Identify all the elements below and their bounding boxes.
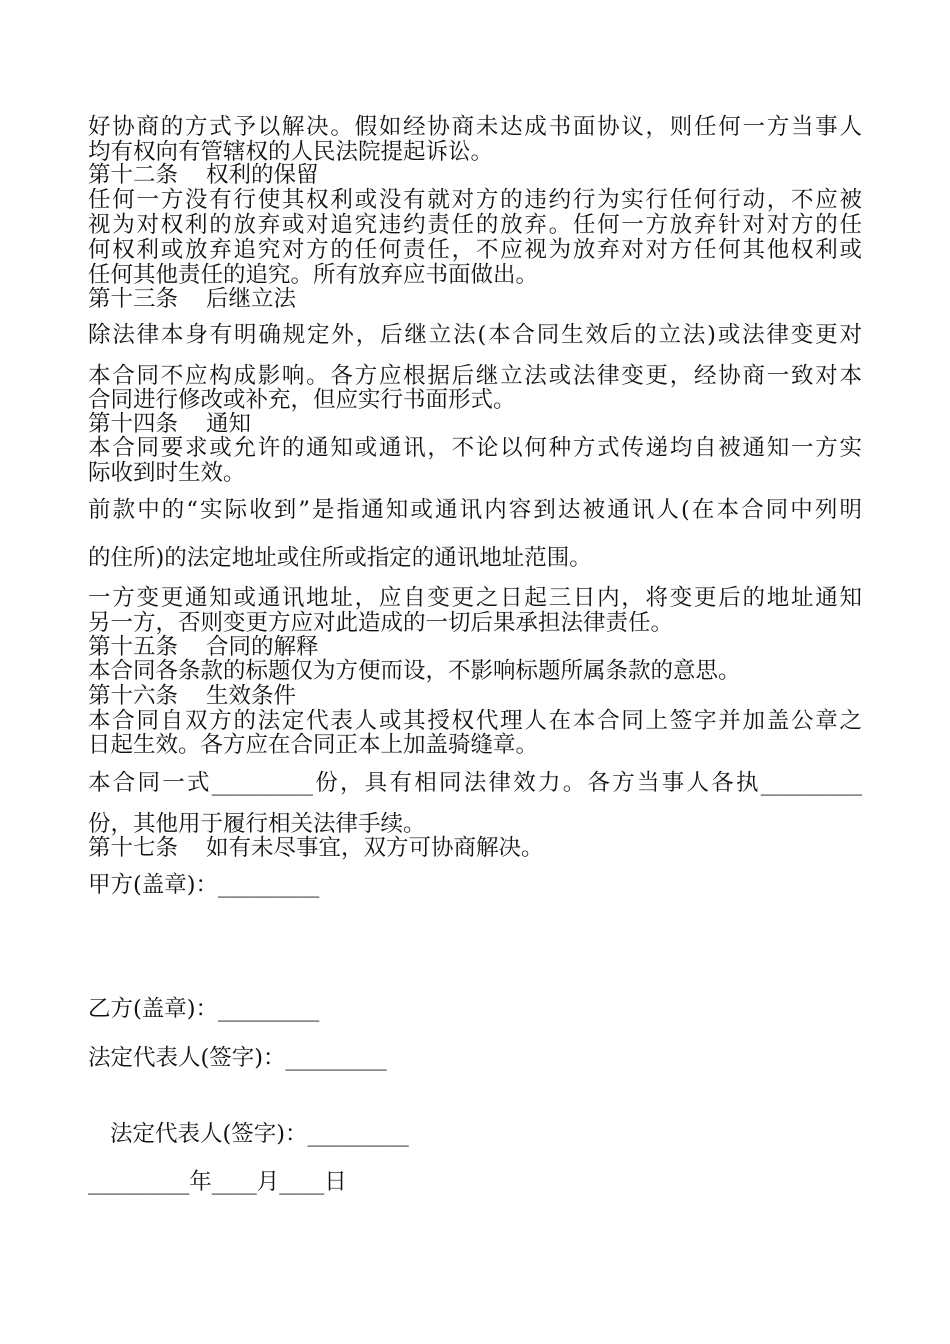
article-title: 后继立法 — [206, 286, 297, 312]
article-heading-17 — [88, 835, 544, 861]
paragraph-line: 除法律本身有明确规定外，后继立法(本合同生效后的立法)或法律变更对 — [88, 322, 862, 348]
article-number: 第十七条 — [88, 835, 179, 861]
article-number: 第十六条 — [88, 683, 179, 709]
article-number: 第十三条 — [88, 286, 179, 312]
paragraph-line: 好协商的方式予以解决。假如经协商未达成书面协议，则任何一方当事人 — [88, 114, 862, 140]
article-heading-13 — [88, 286, 296, 312]
article-number: 第十二条 — [88, 162, 179, 188]
legal-representative-signature: 法定代表人(签字)：_________ — [88, 1045, 387, 1071]
legal-representative-signature: 法定代表人(签字)：_________ — [110, 1121, 409, 1147]
paragraph-line: 视为对权利的放弃或对追究违约责任的放弃。任何一方放弃针对对方的任 — [88, 212, 862, 238]
article-heading-15 — [88, 634, 319, 660]
paragraph-line: 一方变更通知或通讯地址，应自变更之日起三日内，将变更后的地址通知 — [88, 585, 862, 611]
paragraph-line: 本合同一式_________份，具有相同法律效力。各方当事人各执_________ — [88, 770, 862, 796]
paragraph-line: 均有权向有管辖权的人民法院提起诉讼。 — [88, 139, 494, 165]
article-number: 第十五条 — [88, 634, 179, 660]
article-title: 如有未尽事宜，双方可协商解决。 — [206, 835, 544, 861]
article-title: 权利的保留 — [206, 162, 319, 188]
paragraph-line: 日起生效。各方应在合同正本上加盖骑缝章。 — [88, 732, 539, 758]
article-title: 生效条件 — [206, 683, 297, 709]
paragraph-line: 际收到时生效。 — [88, 460, 246, 486]
article-number: 第十四条 — [88, 411, 179, 437]
article-title: 合同的解释 — [206, 634, 319, 660]
paragraph-line: 前款中的“实际收到”是指通知或通讯内容到达被通讯人(在本合同中列明 — [88, 497, 862, 523]
paragraph-line: 任何一方没有行使其权利或没有就对方的违约行为实行任何行动，不应被 — [88, 187, 862, 213]
paragraph-line: 另一方，否则变更方应对此造成的一切后果承担法律责任。 — [88, 610, 674, 636]
article-heading-12 — [88, 162, 319, 188]
party-a-seal: 甲方(盖章)：_________ — [88, 872, 320, 898]
paragraph-line: 本合同不应构成影响。各方应根据后继立法或法律变更，经协商一致对本 — [88, 363, 862, 389]
paragraph-line: 份，其他用于履行相关法律手续。 — [88, 811, 426, 837]
paragraph-line: 任何其他责任的追究。所有放弃应书面做出。 — [88, 262, 539, 288]
paragraph-line: 的住所)的法定地址或住所或指定的通讯地址范围。 — [88, 545, 592, 571]
article-heading-14 — [88, 411, 251, 437]
article-heading-16 — [88, 683, 296, 709]
paragraph-line: 本合同要求或允许的通知或通讯，不论以何种方式传递均自被通知一方实 — [88, 435, 862, 461]
paragraph-line: 何权利或放弃追究对方的任何责任，不应视为放弃对对方任何其他权利或 — [88, 237, 862, 263]
signing-date: _________年____月____日 — [88, 1169, 347, 1195]
paragraph-line: 本合同各条款的标题仅为方便而设，不影响标题所属条款的意思。 — [88, 658, 741, 684]
paragraph-line: 合同进行修改或补充，但应实行书面形式。 — [88, 387, 516, 413]
article-title: 通知 — [206, 411, 252, 437]
paragraph-line: 本合同自双方的法定代表人或其授权代理人在本合同上签字并加盖公章之 — [88, 708, 862, 734]
party-b-seal: 乙方(盖章)：_________ — [88, 996, 320, 1022]
